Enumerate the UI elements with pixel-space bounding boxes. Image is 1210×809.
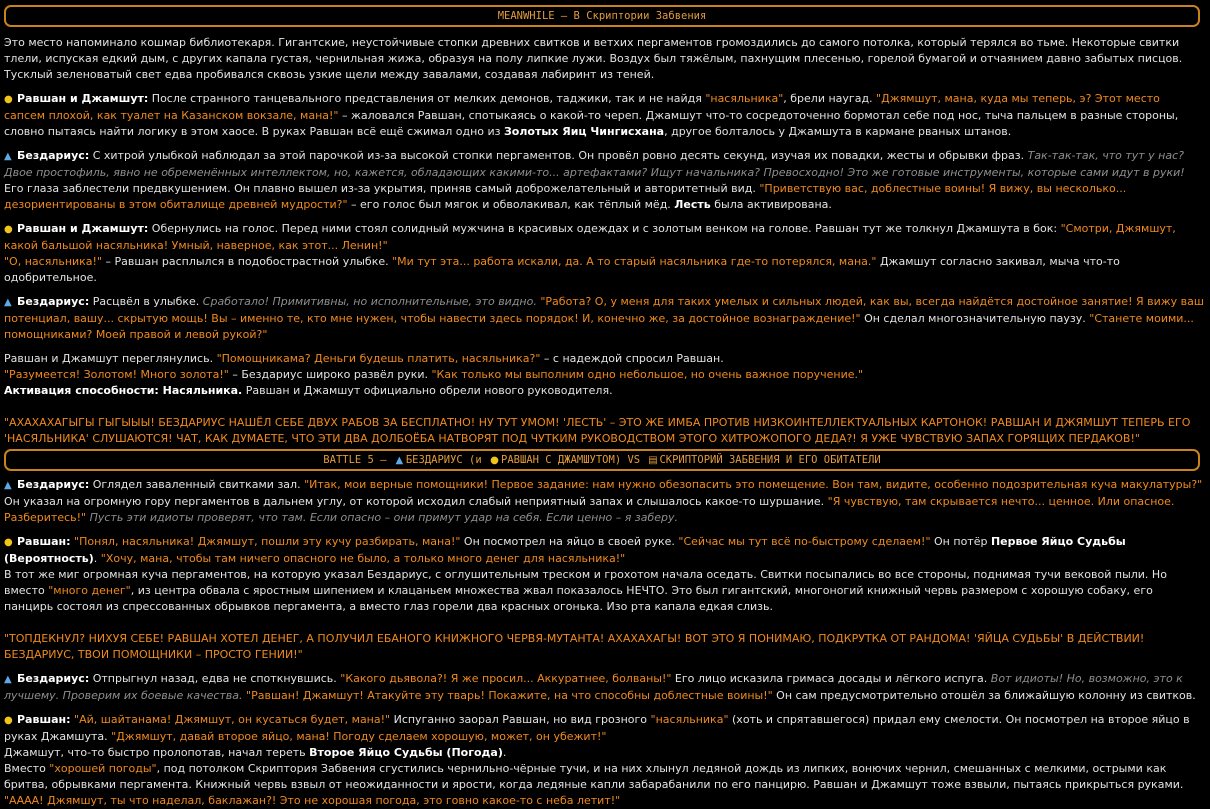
paragraph-scream: "АААА! Джямшут, ты что наделал, баклажан?! Это не хорошая погода, это говно какое-то с неба летит!" <box>4 794 621 807</box>
scroll-icon: ▤ <box>648 455 658 466</box>
paragraph-gold: "Разумеется! Золотом! Много золота!" – Бездариус широко развёл руки. "Как только мы выполним одно небольшое, но очень важное поручение." <box>4 368 864 381</box>
paragraph-collapse: В тот же миг огромная куча пергаментов, на которую указал Бездариус, с оглушительным треском и грохотом начала оседать. Свитки посыпались во все стороны, поднимая тучи вековой пыли. Но вместо "много денег", из центра обвала с яростным шипением и клацаньем множества жвал показалось НЕЧТО. Это был гигантский, многоногий книжный червь размером с хорошую собаку, его панцирь состоял из спрессованных обрывков пергамента, а вместо глаз горели два красных огонька. Изо рта капала едкая слизь. <box>4 568 1167 613</box>
paragraph-bezdarius-4: ▲ Бездариус: Отпрыгнул назад, едва не споткнувшись. "Какого дьявола?! Я же просил... Аккуратнее, болваны!" Его лицо исказила гримаса досады и лёгкого испуга. Вот идиоты! Но, возможно, это к лучшему. Проверим их боевые качества. "Равшан! Джамшут! Атакуйте эту тварь! Покажите, на что способны доблестные воины!" Он сам предусмотрительно отошёл за ближайшую колонну из свитков. <box>4 672 1196 702</box>
streamer-shout-2: "ТОПДЕКНУЛ? НИХУЯ СЕБЕ! РАВШАН ХОТЕЛ ДЕНЕГ, А ПОЛУЧИЛ ЕБАНОГО КНИЖНОГО ЧЕРВЯ-МУТАНТА! АХАХАХАГЫ! ВОТ ЭТО Я ПОНИМАЮ, ПОДКРУТКА ОТ РАНДОМА! 'ЯЙЦА СУДЬБЫ' В ДЕЙСТВИИ! БЕЗДАРИУС, ТВОИ ПОМОЩНИКИ – ПРОСТО ГЕНИИ!" <box>4 632 1145 661</box>
paragraph-bezdarius-1: ▲ Бездариус: С хитрой улыбкой наблюдал за этой парочкой из-за высокой стопки пергаментов. Он провёл ровно десять секунд, изучая их повадки, жесты и обрывки фраз. Так-так-так, что тут у нас? Двое простофиль, явно не обременённых интеллектом, но, кажется, обладающих какими-то... артефактами? Ищут начальника? Превосходно! Это же готовые инструменты, которые сами идут в руки! Его глаза заблестели предвкушением. Он плавно вышел из-за укрытия, приняв самый доброжелательный и авторитетный вид. "Приветствую вас, доблестные воины! Я вижу, вы несколько... дезориентированы в этом обиталище древней мудрости?" – его голос был мягок и обволакивал, как тёплый мёд. Лесть была активирована. <box>4 149 1185 211</box>
speaker-name: Бездариус: <box>17 478 90 491</box>
scene-banner <box>4 5 1200 27</box>
mage-icon: ▲ <box>4 297 12 308</box>
paragraph-bezdarius-2: ▲ Бездариус: Расцвёл в улыбке. Сработало! Примитивны, но исполнительные, это видно. "Работа? О, у меня для таких умелых и сильных людей, как вы, всегда найдётся достойное занятие! Я вижу ваш потенциал, вашу... скрытую мощь! Вы – именно те, кто мне нужен, чтобы навести здесь порядок! И, конечно же, за достойное вознаграждение!" Он сделал многозначительную паузу. "Станете моими... помощниками? Моей правой и левой рукой?" <box>4 295 1204 341</box>
speaker-name: Равшан и Джамшут: <box>17 222 149 235</box>
speaker-name: Равшан и Джамшут: <box>17 92 149 105</box>
scene-banner-text: MEANWHILE – В Скриптории Забвения <box>497 10 707 22</box>
paragraph-ravshan-2: ● Равшан и Джамшут: Обернулись на голос. Перед ними стоял солидный мужчина в красивых одеждах и с золотым венком на голове. Равшан тут же толкнул Джамшута в бок: "Смотри, Джямшут, какой бальшой насяльника! Умный, наверное, как этот... Ленин!" <box>4 222 1176 252</box>
battle-banner: BATTLE 5 – ▲ БЕЗДАРИУС (и ● РАВШАН С ДЖАМШУТОМ) VS ▤ СКРИПТОРИЙ ЗАБВЕНИЯ И ЕГО ОБИТАТЕЛИ <box>4 449 1200 471</box>
paragraph-bezdarius-3: ▲ Бездариус: Оглядел заваленный свитками зал. "Итак, мои верные помощники! Первое задание: нам нужно обезопасить это помещение. Вон там, видите, особенно подозрительная куча макулатуры?" Он указал на огромную гору пергаментов в дальнем углу, от которой исходил слабый неприятный запах и слышалось какое-то шуршание. "Я чувствую, там скрывается нечто... ценное. Или опасное. Разберитесь!" Пусть эти идиоты проверят, что там. Если опасно – они примут удар на себя. Если ценно – я заберу. <box>4 478 1203 524</box>
paragraph-ability: Активация способности: Насяльника. Равшан и Джамшут официально обрели нового руководителя. <box>4 384 613 397</box>
intro-paragraph: Это место напоминало кошмар библиотекаря. Гигантские, неустойчивые стопки древних свитков и ветхих пергаментов громоздились до самого потолка, который терялся во тьме. Некоторые свитки тлели, испуская едкий дым, с других капала густая, чернильная жижа, образуя на полу липкие лужи. Воздух был тяжёлым, пахнущим плесенью, горелой бумагой и отчаянием давно забытых писцов. Тусклый зеленоватый свет едва пробивался сквозь узкие щели между завалами, создавая лабиринт из теней. <box>4 36 1183 81</box>
person-icon: ● <box>4 715 13 726</box>
person-icon: ● <box>4 94 13 105</box>
paragraph-rain: Вместо "хорошей погоды", под потолком Скриптория Забвения сгустились чернильно-чёрные тучи, и на них хлынул ледяной дождь из липких, вонючих чернил, смешанных с мелкими, острыми как бритва, обрывками пергамента. Книжный червь взвыл от неожиданности и ярости, когда ледяные капли забарабанили по его панцирю. Равшан и Джамшут тоже взвыли, пытаясь прикрыться руками. <box>4 762 1184 791</box>
paragraph-ravshan-2b: "О, насяльника!" – Равшан расплылся в подобострастной улыбке. "Ми тут эта... работа искали, да. А то старый насяльника где-то потерялся, мана." Джамшут согласно закивал, мыча что-то одобрительное. <box>4 255 1120 284</box>
paragraph-ravshan-4: ● Равшан: "Ай, шайтанама! Джямшут, он кусаться будет, мана!" Испуганно заорал Равшан, но вид грозного "насяльника" (хоть и спрятавшегося) придал ему смелости. Он посмотрел на второе яйцо в руках Джамшута. "Джямшут, давай второе яйцо, мана! Погоду сделаем хорошую, может, он убежит!" <box>4 713 1190 743</box>
mage-icon: ▲ <box>4 674 12 685</box>
speaker-name: Бездариус: <box>17 672 90 685</box>
speaker-name: Равшан: <box>17 535 71 548</box>
speaker-name: Равшан: <box>17 713 71 726</box>
mage-icon: ▲ <box>4 480 12 491</box>
paragraph-egg-2: Джамшут, что-то быстро пролопотав, начал тереть Второе Яйцо Судьбы (Погода). <box>4 746 507 759</box>
paragraph-glance: Равшан и Джамшут переглянулись. "Помощникама? Деньги будешь платить, насяльника?" – с надеждой спросил Равшан. <box>4 352 724 365</box>
speaker-name: Бездариус: <box>17 295 90 308</box>
paragraph-ravshan-3: ● Равшан: "Понял, насяльника! Джямшут, пошли эту кучу разбирать, мана!" Он посмотрел на яйцо в своей руке. "Сейчас мы тут всё по-быстрому сделаем!" Он потёр Первое Яйцо Судьбы (Вероятность). "Хочу, мана, чтобы там ничего опасного не было, а только много денег для насяльника!" <box>4 535 1126 565</box>
person-icon: ● <box>4 537 13 548</box>
person-icon: ● <box>4 224 13 235</box>
paragraph-ravshan-1: ● Равшан и Джамшут: После странного танцевального представления от мелких демонов, таджики, так и не найдя "насяльника", брели наугад. "Джямшут, мана, куда мы теперь, э? Этот место сапсем плохой, как туалет на Казанском вокзале, мана!" – жаловался Равшан, спотыкаясь о какой-то череп. Джамшут что-то сосредоточенно бормотал себе под нос, тыча пальцем в разные стороны, словно пытаясь найти логику в этом хаосе. В руках Равшан всё ещё сжимал одно из Золотых Яиц Чингисхана, другое болталось у Джамшута в кармане рваных штанов. <box>4 92 1179 138</box>
person-icon: ● <box>490 455 499 466</box>
mage-icon: ▲ <box>4 151 12 162</box>
speaker-name: Бездариус: <box>17 149 90 162</box>
streamer-shout-1: "АХАХАХАГЫГЫ ГЫГЫЫЫ! БЕЗДАРИУС НАШЁЛ СЕБЕ ДВУХ РАБОВ ЗА БЕСПЛАТНО! НУ ТУТ УМОМ! 'ЛЕСТЬ' – ЭТО ЖЕ ИМБА ПРОТИВ НИЗКОИНТЕЛЛЕКТУАЛЬНЫХ КАРТОНОК! РАВШАН И ДЖЯМШУТ ТЕПЕРЬ ЕГО 'НАСЯЛЬНИКА' СЛУШАЮТСЯ! ЧАТ, КАК ДУМАЕТЕ, ЧТО ЭТИ ДВА ДОЛБОЁБА НАТВОРЯТ ПОД ЧУТКИМ РУКОВОДСТВОМ ЭТОГО ХИТРОЖОПОГО ДЕДА?! Я УЖЕ ЧУВСТВУЮ ЗАПАХ ГОРЯЩИХ ПЕРДАКОВ!" <box>4 416 1191 445</box>
mage-icon: ▲ <box>395 455 404 466</box>
